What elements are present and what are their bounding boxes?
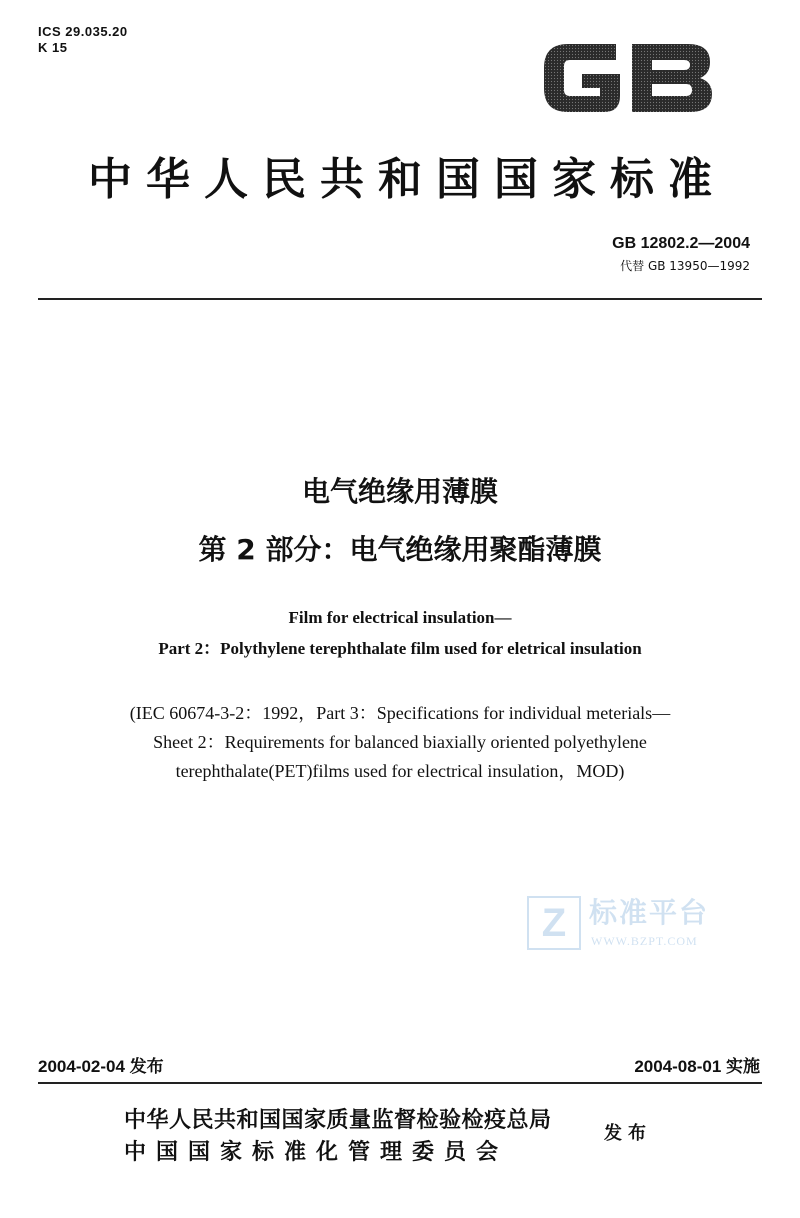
classification-codes bbox=[38, 24, 128, 56]
gb-logo-icon bbox=[538, 38, 716, 118]
watermark-logo-icon: Z bbox=[527, 896, 581, 950]
ccs-code: K 15 bbox=[38, 40, 68, 55]
gb-logo bbox=[538, 38, 716, 118]
header-divider bbox=[38, 298, 762, 300]
chinese-title-line-1: 电气绝缘用薄膜 bbox=[301, 475, 498, 508]
watermark bbox=[527, 896, 727, 956]
watermark-name: 标准平台 bbox=[589, 896, 710, 929]
watermark-url: WWW.BZPT.COM bbox=[591, 934, 698, 948]
ics-code: ICS 29.035.20 bbox=[38, 24, 128, 39]
national-standard-title: 中华人民共和国国家标准 bbox=[88, 154, 726, 205]
implementation-date: 2004-08-01 实施 bbox=[634, 1057, 760, 1076]
issue-date: 2004-02-04 发布 bbox=[38, 1057, 164, 1076]
iec-reference-line-3: terephthalate(PET)films used for electrical insulation，MOD) bbox=[175, 761, 625, 781]
footer-divider bbox=[38, 1082, 762, 1084]
issuer-line-1: 中华人民共和国国家质量监督检验检疫总局 bbox=[124, 1108, 552, 1133]
english-title-line-1: Film for electrical insulation— bbox=[288, 608, 512, 627]
replaces-standard: 代替 GB 13950—1992 bbox=[620, 259, 750, 273]
iec-reference-line-2: Sheet 2：Requirements for balanced biaxially oriented polyethylene bbox=[153, 732, 647, 752]
english-title-line-2: Part 2：Polythylene terephthalate film used for eletrical insulation bbox=[158, 639, 642, 658]
publish-label: 发布 bbox=[604, 1123, 652, 1144]
standard-number: GB 12802.2—2004 bbox=[612, 235, 750, 252]
chinese-title-line-2: 第 2 部分：电气绝缘用聚酯薄膜 bbox=[198, 533, 602, 566]
iec-reference-line-1: (IEC 60674-3-2：1992，Part 3：Specifications for individual meterials— bbox=[129, 703, 671, 723]
issuer-line-2: 中国国家标准化管理委员会 bbox=[124, 1140, 509, 1165]
